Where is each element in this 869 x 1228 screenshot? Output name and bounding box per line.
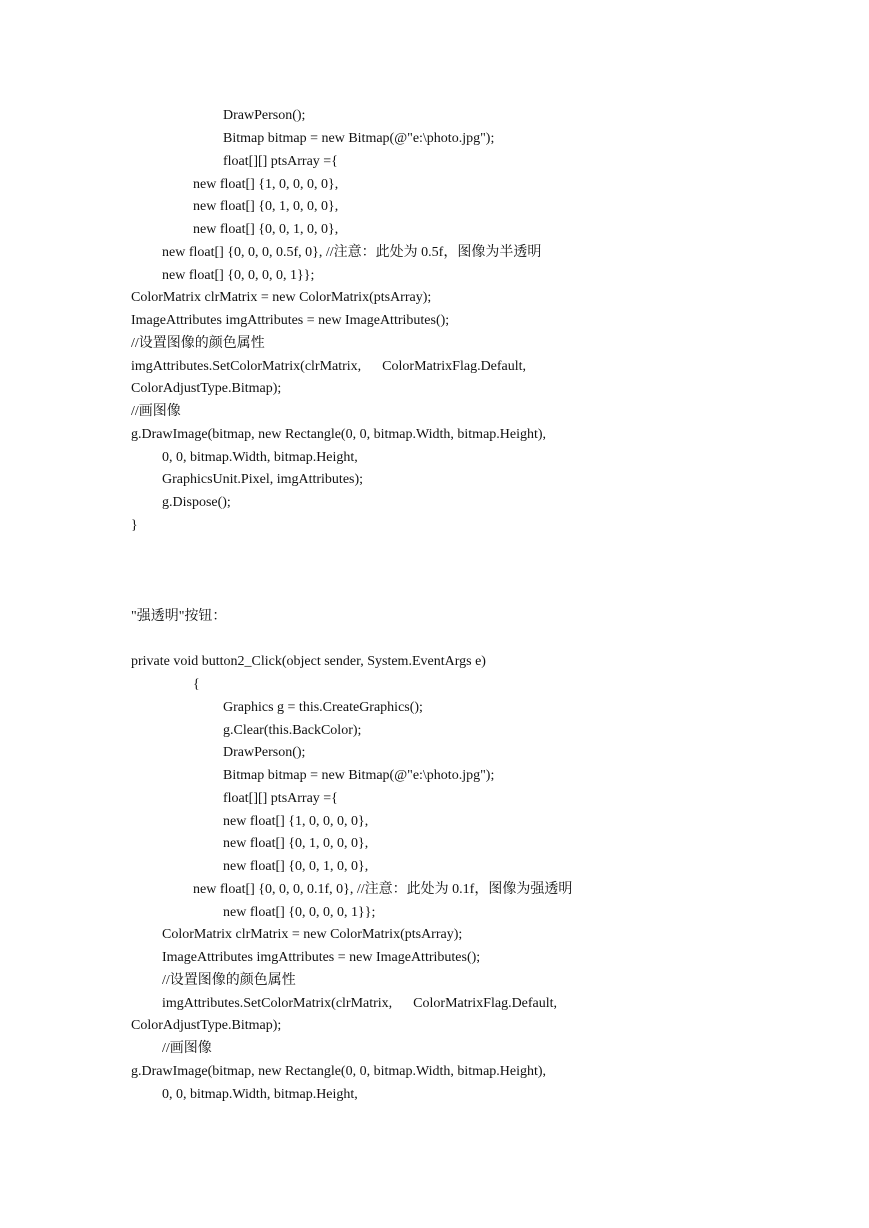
code-line: DrawPerson(); — [223, 745, 306, 760]
code-comment-line: //画图像 — [131, 404, 181, 419]
code-line: new float[] {1, 0, 0, 0, 0}, — [193, 177, 339, 192]
code-line: Bitmap bitmap = new Bitmap(@"e:\photo.jpg"); — [223, 768, 495, 783]
code-comment-line: //设置图像的颜色属性 — [162, 973, 296, 988]
code-line: float[][] ptsArray ={ — [223, 154, 338, 169]
code-line: ColorAdjustType.Bitmap); — [131, 381, 282, 396]
code-line: new float[] {0, 0, 0, 0, 1}}; — [223, 905, 376, 920]
code-line: private void button2_Click(object sender, System.EventArgs e) — [131, 654, 486, 669]
code-line: Graphics g = this.CreateGraphics(); — [223, 700, 423, 715]
code-line: new float[] {1, 0, 0, 0, 0}, — [223, 814, 369, 829]
code-line: new float[] {0, 0, 1, 0, 0}, — [223, 859, 369, 874]
code-comment-line: new float[] {0, 0, 0, 0.5f, 0}, //注意：此处为 0.5f，图像为半透明 — [162, 245, 542, 260]
code-line: g.DrawImage(bitmap, new Rectangle(0, 0, bitmap.Width, bitmap.Height), — [131, 1064, 547, 1079]
code-line: DrawPerson(); — [223, 108, 306, 123]
code-line: new float[] {0, 1, 0, 0, 0}, — [223, 836, 369, 851]
code-line: ImageAttributes imgAttributes = new ImageAttributes(); — [131, 313, 450, 328]
section-heading: "强透明"按钮： — [131, 609, 227, 624]
code-comment-line: new float[] {0, 0, 0, 0.1f, 0}, //注意：此处为 0.1f，图像为强透明 — [193, 882, 573, 897]
code-line: ColorAdjustType.Bitmap); — [131, 1018, 282, 1033]
code-line: ImageAttributes imgAttributes = new ImageAttributes(); — [162, 950, 481, 965]
code-line: } — [131, 518, 138, 533]
code-line: { — [193, 677, 200, 692]
code-line: imgAttributes.SetColorMatrix(clrMatrix, ColorMatrixFlag.Default, — [162, 996, 558, 1011]
code-comment-line: //设置图像的颜色属性 — [131, 336, 265, 351]
code-line: g.DrawImage(bitmap, new Rectangle(0, 0, bitmap.Width, bitmap.Height), — [131, 427, 547, 442]
code-comment-line: //画图像 — [162, 1041, 212, 1056]
code-line: new float[] {0, 0, 1, 0, 0}, — [193, 222, 339, 237]
code-line: float[][] ptsArray ={ — [223, 791, 338, 806]
code-line: g.Clear(this.BackColor); — [223, 723, 362, 738]
code-line: GraphicsUnit.Pixel, imgAttributes); — [162, 472, 364, 487]
code-line: imgAttributes.SetColorMatrix(clrMatrix, ColorMatrixFlag.Default, — [131, 359, 527, 374]
code-line: ColorMatrix clrMatrix = new ColorMatrix(ptsArray); — [162, 927, 463, 942]
code-line: g.Dispose(); — [162, 495, 231, 510]
code-line: 0, 0, bitmap.Width, bitmap.Height, — [162, 1087, 358, 1102]
code-line: 0, 0, bitmap.Width, bitmap.Height, — [162, 450, 358, 465]
code-line: new float[] {0, 0, 0, 0, 1}}; — [162, 268, 315, 283]
code-line: new float[] {0, 1, 0, 0, 0}, — [193, 199, 339, 214]
code-line: Bitmap bitmap = new Bitmap(@"e:\photo.jpg"); — [223, 131, 495, 146]
code-line: ColorMatrix clrMatrix = new ColorMatrix(ptsArray); — [131, 290, 432, 305]
